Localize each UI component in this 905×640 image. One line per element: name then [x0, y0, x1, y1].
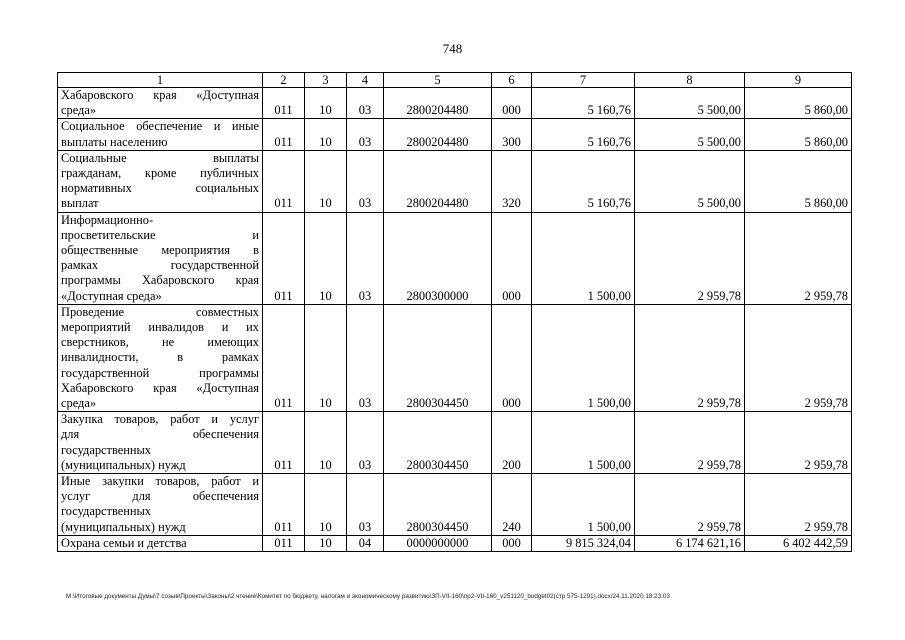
row-name-line: (муниципальных) нужд — [61, 457, 186, 472]
amount-col7: 9 815 324,04 — [532, 535, 635, 551]
row-name — [58, 304, 263, 411]
code-expense-type: 000 — [492, 212, 532, 304]
table-row — [58, 150, 852, 212]
code-target: 2800204480 — [384, 88, 492, 119]
code-expense-type: 000 — [492, 88, 532, 119]
amount-col8: 2 959,78 — [635, 212, 745, 304]
amount-col7: 5 160,76 — [532, 119, 635, 150]
row-name-line: мероприятий инвалидов и их — [61, 320, 259, 335]
amount-col9: 2 959,78 — [745, 474, 852, 536]
code-admin: 011 — [263, 412, 305, 474]
column-header: 9 — [745, 73, 852, 88]
code-target: 2800304450 — [384, 412, 492, 474]
code-section: 10 — [305, 212, 347, 304]
column-header: 5 — [384, 73, 492, 88]
row-name-line: просветительские и — [61, 227, 259, 242]
amount-col7: 5 160,76 — [532, 88, 635, 119]
row-name-line: государственных — [61, 504, 152, 519]
row-name-line: для обеспечения — [61, 427, 259, 442]
code-admin: 011 — [263, 88, 305, 119]
amount-col9: 2 959,78 — [745, 412, 852, 474]
code-target: 2800204480 — [384, 119, 492, 150]
code-expense-type: 000 — [492, 304, 532, 411]
code-subsection: 03 — [347, 88, 384, 119]
row-name-line: среда» — [61, 396, 97, 411]
code-section: 10 — [305, 88, 347, 119]
code-expense-type: 320 — [492, 150, 532, 212]
row-name-line: общественные мероприятия в — [61, 243, 259, 258]
column-header: 8 — [635, 73, 745, 88]
amount-col8: 2 959,78 — [635, 474, 745, 536]
header-row — [58, 73, 852, 88]
row-name-line: гражданам, кроме публичных — [61, 166, 259, 181]
row-name-line: выплат — [61, 196, 99, 211]
amount-col9: 6 402 442,59 — [745, 535, 852, 551]
code-subsection: 03 — [347, 474, 384, 536]
amount-col8: 6 174 621,16 — [635, 535, 745, 551]
code-subsection: 03 — [347, 150, 384, 212]
row-name-line: государственной программы — [61, 365, 259, 380]
code-expense-type: 200 — [492, 412, 532, 474]
row-name — [58, 119, 263, 150]
amount-col9: 2 959,78 — [745, 304, 852, 411]
amount-col9: 5 860,00 — [745, 150, 852, 212]
table-body — [58, 88, 852, 552]
row-name-line: «Доступная среда» — [61, 288, 162, 303]
row-name — [58, 212, 263, 304]
budget-table — [57, 72, 852, 552]
code-admin: 011 — [263, 304, 305, 411]
code-admin: 011 — [263, 535, 305, 551]
row-name — [58, 412, 263, 474]
code-section: 10 — [305, 412, 347, 474]
row-name-line: инвалидности, в рамках — [61, 350, 259, 365]
amount-col8: 5 500,00 — [635, 88, 745, 119]
code-admin: 011 — [263, 474, 305, 536]
code-target: 2800304450 — [384, 304, 492, 411]
row-name-line: сверстников, не имеющих — [61, 335, 259, 350]
code-target: 0000000000 — [384, 535, 492, 551]
column-header: 4 — [347, 73, 384, 88]
row-name-line: программы Хабаровского края — [61, 273, 259, 288]
code-section: 10 — [305, 150, 347, 212]
amount-col9: 5 860,00 — [745, 88, 852, 119]
amount-col9: 2 959,78 — [745, 212, 852, 304]
table-row — [58, 535, 852, 551]
row-name-line: услуг для обеспечения — [61, 489, 259, 504]
code-target: 2800204480 — [384, 150, 492, 212]
row-name-line: Закупка товаров, работ и услуг — [61, 412, 259, 427]
page-number: 748 — [442, 41, 463, 56]
table-row — [58, 304, 852, 411]
table-row — [58, 474, 852, 536]
code-expense-type: 300 — [492, 119, 532, 150]
code-subsection: 03 — [347, 304, 384, 411]
row-name-line: Хабаровского края «Доступная — [61, 380, 259, 395]
amount-col8: 5 500,00 — [635, 150, 745, 212]
code-target: 2800300000 — [384, 212, 492, 304]
table-row — [58, 412, 852, 474]
code-expense-type: 000 — [492, 535, 532, 551]
row-name-line: среда» — [61, 103, 97, 118]
amount-col7: 1 500,00 — [532, 474, 635, 536]
amount-col7: 1 500,00 — [532, 212, 635, 304]
row-name-line: Социальное обеспечение и иные — [61, 119, 259, 134]
row-name-line: Информационно- — [61, 212, 154, 227]
table-row — [58, 212, 852, 304]
amount-col8: 2 959,78 — [635, 304, 745, 411]
row-name-line: нормативных социальных — [61, 181, 259, 196]
code-admin: 011 — [263, 212, 305, 304]
code-subsection: 03 — [347, 412, 384, 474]
code-admin: 011 — [263, 150, 305, 212]
code-expense-type: 240 — [492, 474, 532, 536]
amount-col9: 5 860,00 — [745, 119, 852, 150]
row-name-line: Охрана семьи и детства — [61, 535, 187, 550]
code-section: 10 — [305, 474, 347, 536]
row-name-line: (муниципальных) нужд — [61, 519, 186, 534]
code-section: 10 — [305, 535, 347, 551]
row-name-line: государственных — [61, 442, 152, 457]
column-header: 2 — [263, 73, 305, 88]
footer-file-path: M:\Итоговые документы Думы\7 созыв\Проекты\Законы\2 чтение\Комитет по бюджету, налогам и экономическому развитию\ЗП-VII-160\пр2-VII-160_v251120_budget02(стр 575-1291).docx/24.11.2020 18:23:03 — [66, 593, 670, 600]
column-header: 1 — [58, 73, 263, 88]
row-name — [58, 535, 263, 551]
column-header: 7 — [532, 73, 635, 88]
code-target: 2800304450 — [384, 474, 492, 536]
column-header: 6 — [492, 73, 532, 88]
table-row — [58, 88, 852, 119]
row-name-line: выплаты населению — [61, 134, 168, 149]
row-name-line: Хабаровского края «Доступная — [61, 88, 259, 102]
row-name — [58, 474, 263, 536]
amount-col8: 2 959,78 — [635, 412, 745, 474]
amount-col7: 1 500,00 — [532, 304, 635, 411]
code-subsection: 03 — [347, 119, 384, 150]
code-admin: 011 — [263, 119, 305, 150]
row-name — [58, 88, 263, 119]
code-subsection: 03 — [347, 212, 384, 304]
row-name-line: Социальные выплаты — [61, 150, 259, 165]
code-section: 10 — [305, 119, 347, 150]
table-row — [58, 119, 852, 150]
amount-col8: 5 500,00 — [635, 119, 745, 150]
code-subsection: 04 — [347, 535, 384, 551]
row-name-line: рамках государственной — [61, 258, 259, 273]
amount-col7: 1 500,00 — [532, 412, 635, 474]
row-name-line: Иные закупки товаров, работ и — [61, 474, 259, 489]
column-header: 3 — [305, 73, 347, 88]
code-section: 10 — [305, 304, 347, 411]
row-name — [58, 150, 263, 212]
amount-col7: 5 160,76 — [532, 150, 635, 212]
row-name-line: Проведение совместных — [61, 304, 259, 319]
